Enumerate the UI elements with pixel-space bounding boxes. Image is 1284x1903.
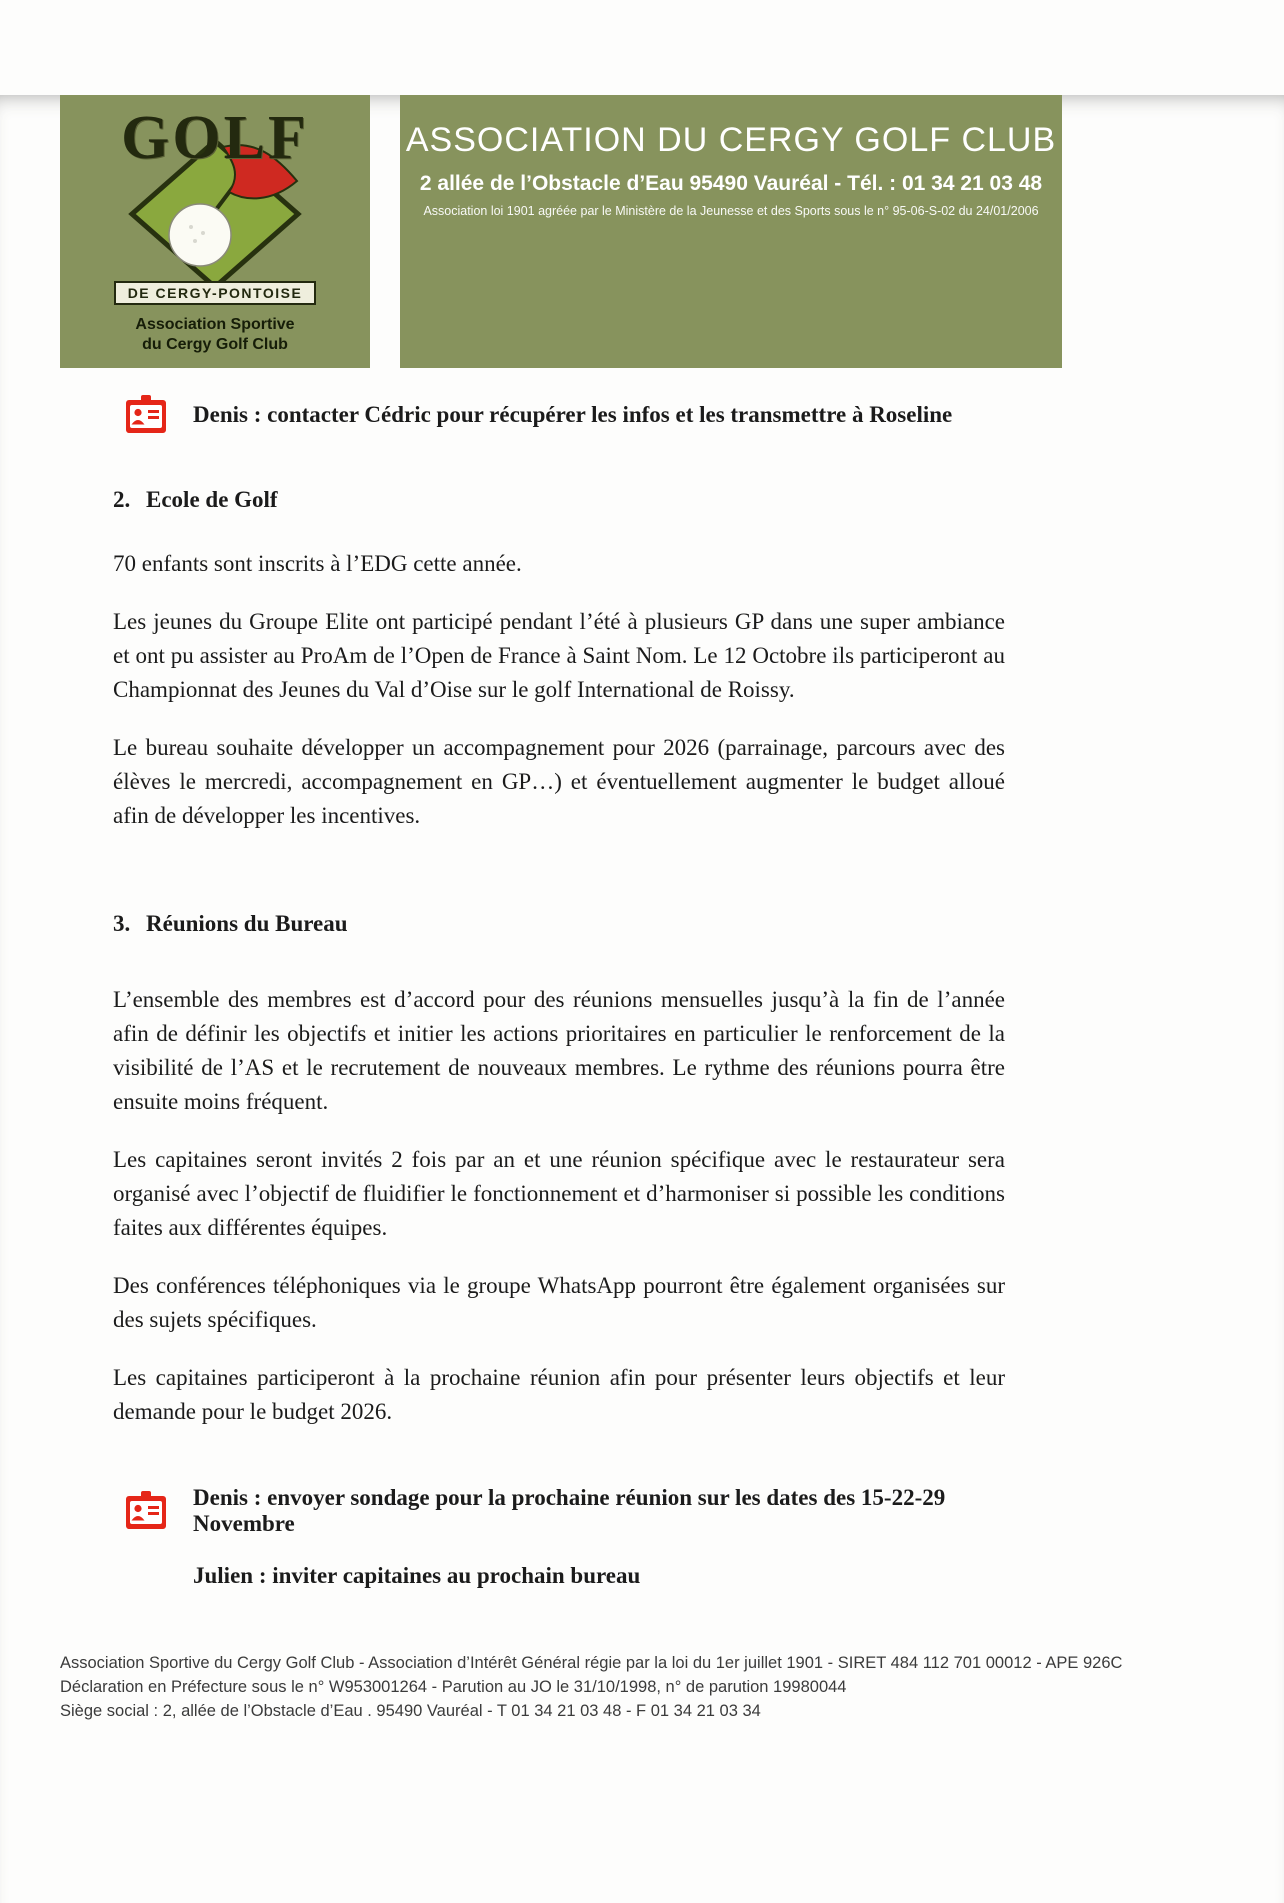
action-note-row <box>125 395 1005 435</box>
paragraph: Des conférences téléphoniques via le groupe WhatsApp pourront être également organisées sur des sujets spécifiques. <box>113 1273 1005 1332</box>
action-note-text: Julien : inviter capitaines au prochain bureau <box>193 1563 641 1588</box>
section-title: Réunions du Bureau <box>146 911 348 936</box>
paragraph: Les capitaines participeront à la prochaine réunion afin pour présenter leurs objectifs et leur demande pour le budget 2026. <box>113 1365 1005 1424</box>
paragraph: Les jeunes du Groupe Elite ont participé pendant l’été à plusieurs GP dans une super ambiance et ont pu assister au ProAm de l’Open de France à Saint Nom. Le 12 Octobre ils participeront au Championnat des Jeunes du Val d’Oise sur le golf International de Roissy. <box>113 609 1005 702</box>
association-title: ASSOCIATION DU CERGY GOLF CLUB <box>405 121 1057 159</box>
logo-org-name <box>135 315 294 355</box>
logo-org-line2: du Cergy Golf Club <box>142 336 288 353</box>
club-logo-block <box>60 95 370 368</box>
golf-ball-dimple <box>193 239 197 243</box>
logo-org-line1: Association Sportive <box>135 316 295 333</box>
paragraph: Le bureau souhaite développer un accompagnement pour 2026 (parrainage, parcours avec des élèves le mercredi, accompagnement en GP…) et éventuellement augmenter le budget alloué afin de développer les incentives. <box>113 735 1005 828</box>
action-note-row <box>125 1485 1005 1537</box>
golf-ball-dimple <box>201 231 205 235</box>
paragraph: L’ensemble des membres est d’accord pour des réunions mensuelles jusqu’à la fin de l’année afin de définir les objectifs et initier les actions prioritaires en particulier le renforcement de la visibilité de l’AS et le recrutement de nouveaux membres. Le rythme des réunions pourra être ensuite moins fréquent. <box>113 987 1005 1114</box>
logo-golf-wordmark: GOLF <box>121 104 309 172</box>
footer-line: Déclaration en Préfecture sous le n° W953001264 - Parution au JO le 31/10/1998, n° de parution 19980044 <box>60 1678 847 1696</box>
letterhead <box>60 95 1062 368</box>
document-footer <box>60 1651 1224 1723</box>
section-heading-reunions-du-bureau <box>113 909 1005 939</box>
association-address: 2 allée de l’Obstacle d’Eau 95490 Vauréal - Tél. : 01 34 21 03 48 <box>419 172 1043 195</box>
footer-line: Association Sportive du Cergy Golf Club - Association d’Intérêt Général régie par la loi du 1er juillet 1901 - SIRET 484 112 701 00012 - APE 926C <box>60 1654 1123 1672</box>
paragraph: 70 enfants sont inscrits à l’EDG cette année. <box>113 551 522 576</box>
footer-line: Siège social : 2, allée de l’Obstacle d’Eau . 95490 Vauréal - T 01 34 21 03 48 - F 01 34 21 03 34 <box>60 1702 761 1720</box>
action-note-text: Denis : contacter Cédric pour récupérer les infos et les transmettre à Roseline <box>193 402 953 427</box>
contact-card-icon <box>125 395 167 435</box>
paragraph: Les capitaines seront invités 2 fois par an et une réunion spécifique avec le restaurateur sera organisé avec l’objectif de fluidifier le fonctionnement et d’harmoniser si possible les conditions faites aux différentes équipes. <box>113 1147 1005 1240</box>
section-title: Ecole de Golf <box>146 487 278 512</box>
document-body <box>113 395 1005 1589</box>
golf-ball-dimple <box>189 225 193 229</box>
association-legal-line: Association loi 1901 agréée par le Ministère de la Jeunesse et des Sports sous le n° 95-06-S-02 du 24/01/2006 <box>423 204 1039 218</box>
section-number: 3. <box>113 911 131 936</box>
section-number: 2. <box>113 487 131 512</box>
golf-ball-icon <box>169 204 231 266</box>
contact-card-icon <box>125 1491 167 1531</box>
logo-banner: DE CERGY-PONTOISE <box>114 281 317 305</box>
letterhead-title-block <box>400 95 1062 368</box>
document-page <box>0 95 1284 1903</box>
action-note-text: Denis : envoyer sondage pour la prochaine réunion sur les dates des 15-22-29 Novembre <box>193 1485 946 1536</box>
section-heading-ecole-de-golf <box>113 485 1005 515</box>
